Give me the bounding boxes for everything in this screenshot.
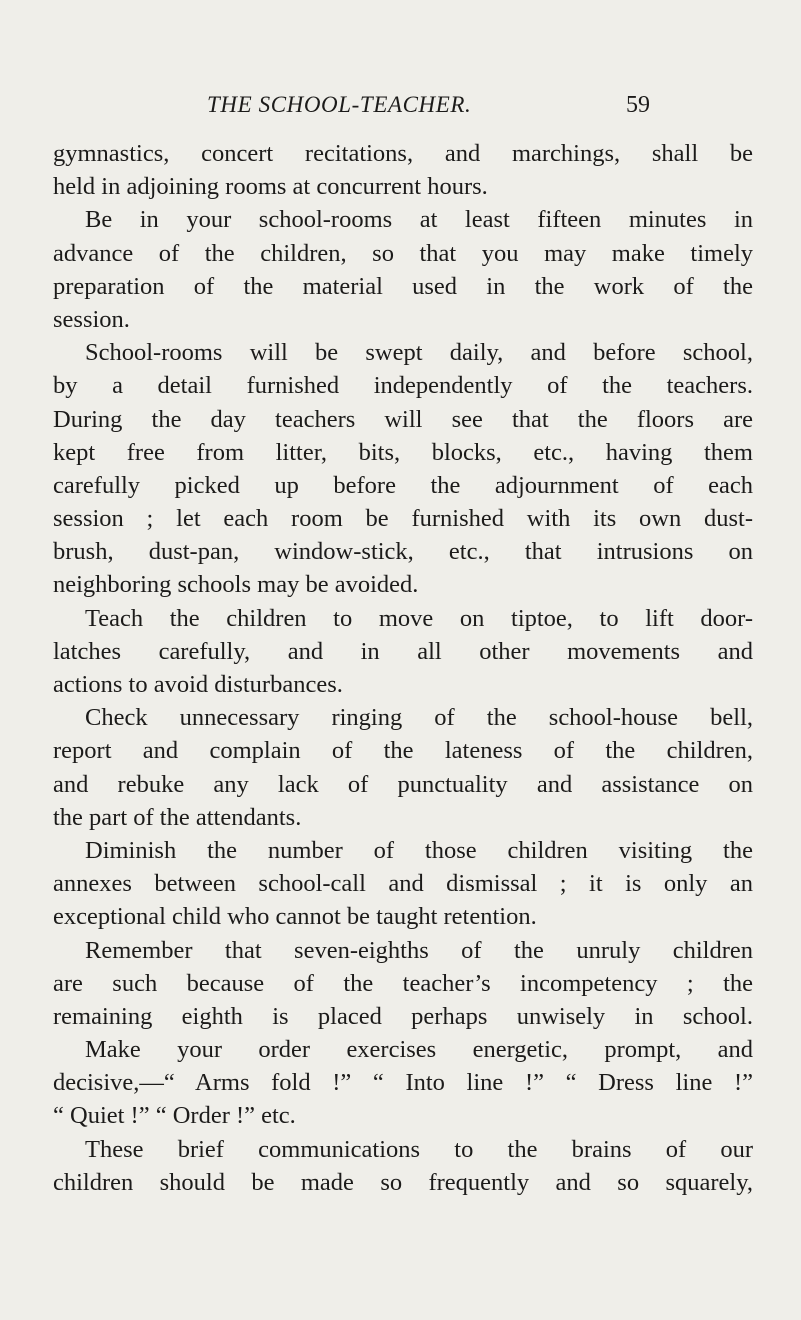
- text-line: children should be made so frequently and so squarely,: [53, 1168, 753, 1196]
- text-line: report and complain of the lateness of the children,: [53, 737, 753, 765]
- text-line: Teach the children to move on tiptoe, to lift door-: [85, 604, 753, 632]
- text-line: carefully picked up before the adjournment of each: [53, 471, 753, 499]
- text-line: Diminish the number of those children visiting the: [85, 836, 753, 864]
- text-line: These brief communications to the brains of our: [85, 1135, 753, 1163]
- text-line: by a detail furnished independently of the teachers.: [53, 372, 753, 400]
- page-number: 59: [626, 92, 650, 118]
- text-line: exceptional child who cannot be taught retention.: [53, 903, 537, 931]
- body-text: [53, 137, 753, 1199]
- text-line: decisive,—“ Arms fold !” “ Into line !” “ Dress line !”: [53, 1069, 753, 1097]
- text-line: Check unnecessary ringing of the school-house bell,: [85, 704, 753, 732]
- text-line: session.: [53, 305, 130, 333]
- text-line: session ; let each room be furnished with its own dust-: [53, 505, 753, 533]
- running-title: THE SCHOOL-TEACHER.: [207, 92, 472, 117]
- text-line: School-rooms will be swept daily, and before school,: [85, 339, 753, 367]
- text-line: Make your order exercises energetic, prompt, and: [85, 1036, 753, 1064]
- text-line: latches carefully, and in all other movements and: [53, 637, 753, 665]
- text-line: and rebuke any lack of punctuality and assistance on: [53, 770, 753, 798]
- text-line: the part of the attendants.: [53, 803, 302, 831]
- text-line: held in adjoining rooms at concurrent hours.: [53, 173, 488, 201]
- text-line: preparation of the material used in the work of the: [53, 272, 753, 300]
- text-line: remaining eighth is placed perhaps unwisely in school.: [53, 1002, 753, 1030]
- text-line: are such because of the teacher’s incompetency ; the: [53, 969, 753, 997]
- text-line: brush, dust-pan, window-stick, etc., that intrusions on: [53, 538, 753, 566]
- running-header: [0, 92, 801, 122]
- text-line: Remember that seven-eighths of the unruly children: [85, 936, 753, 964]
- text-line: gymnastics, concert recitations, and marchings, shall be: [53, 140, 753, 167]
- text-line: neighboring schools may be avoided.: [53, 571, 419, 599]
- text-line: During the day teachers will see that the floors are: [53, 405, 753, 433]
- text-line: advance of the children, so that you may make timely: [53, 239, 753, 267]
- text-line: annexes between school-call and dismissal ; it is only an: [53, 870, 753, 898]
- text-line: Be in your school-rooms at least fifteen minutes in: [85, 206, 753, 234]
- text-line: kept free from litter, bits, blocks, etc., having them: [53, 438, 753, 466]
- text-line: “ Quiet !” “ Order !” etc.: [53, 1102, 296, 1130]
- text-line: actions to avoid disturbances.: [53, 671, 343, 698]
